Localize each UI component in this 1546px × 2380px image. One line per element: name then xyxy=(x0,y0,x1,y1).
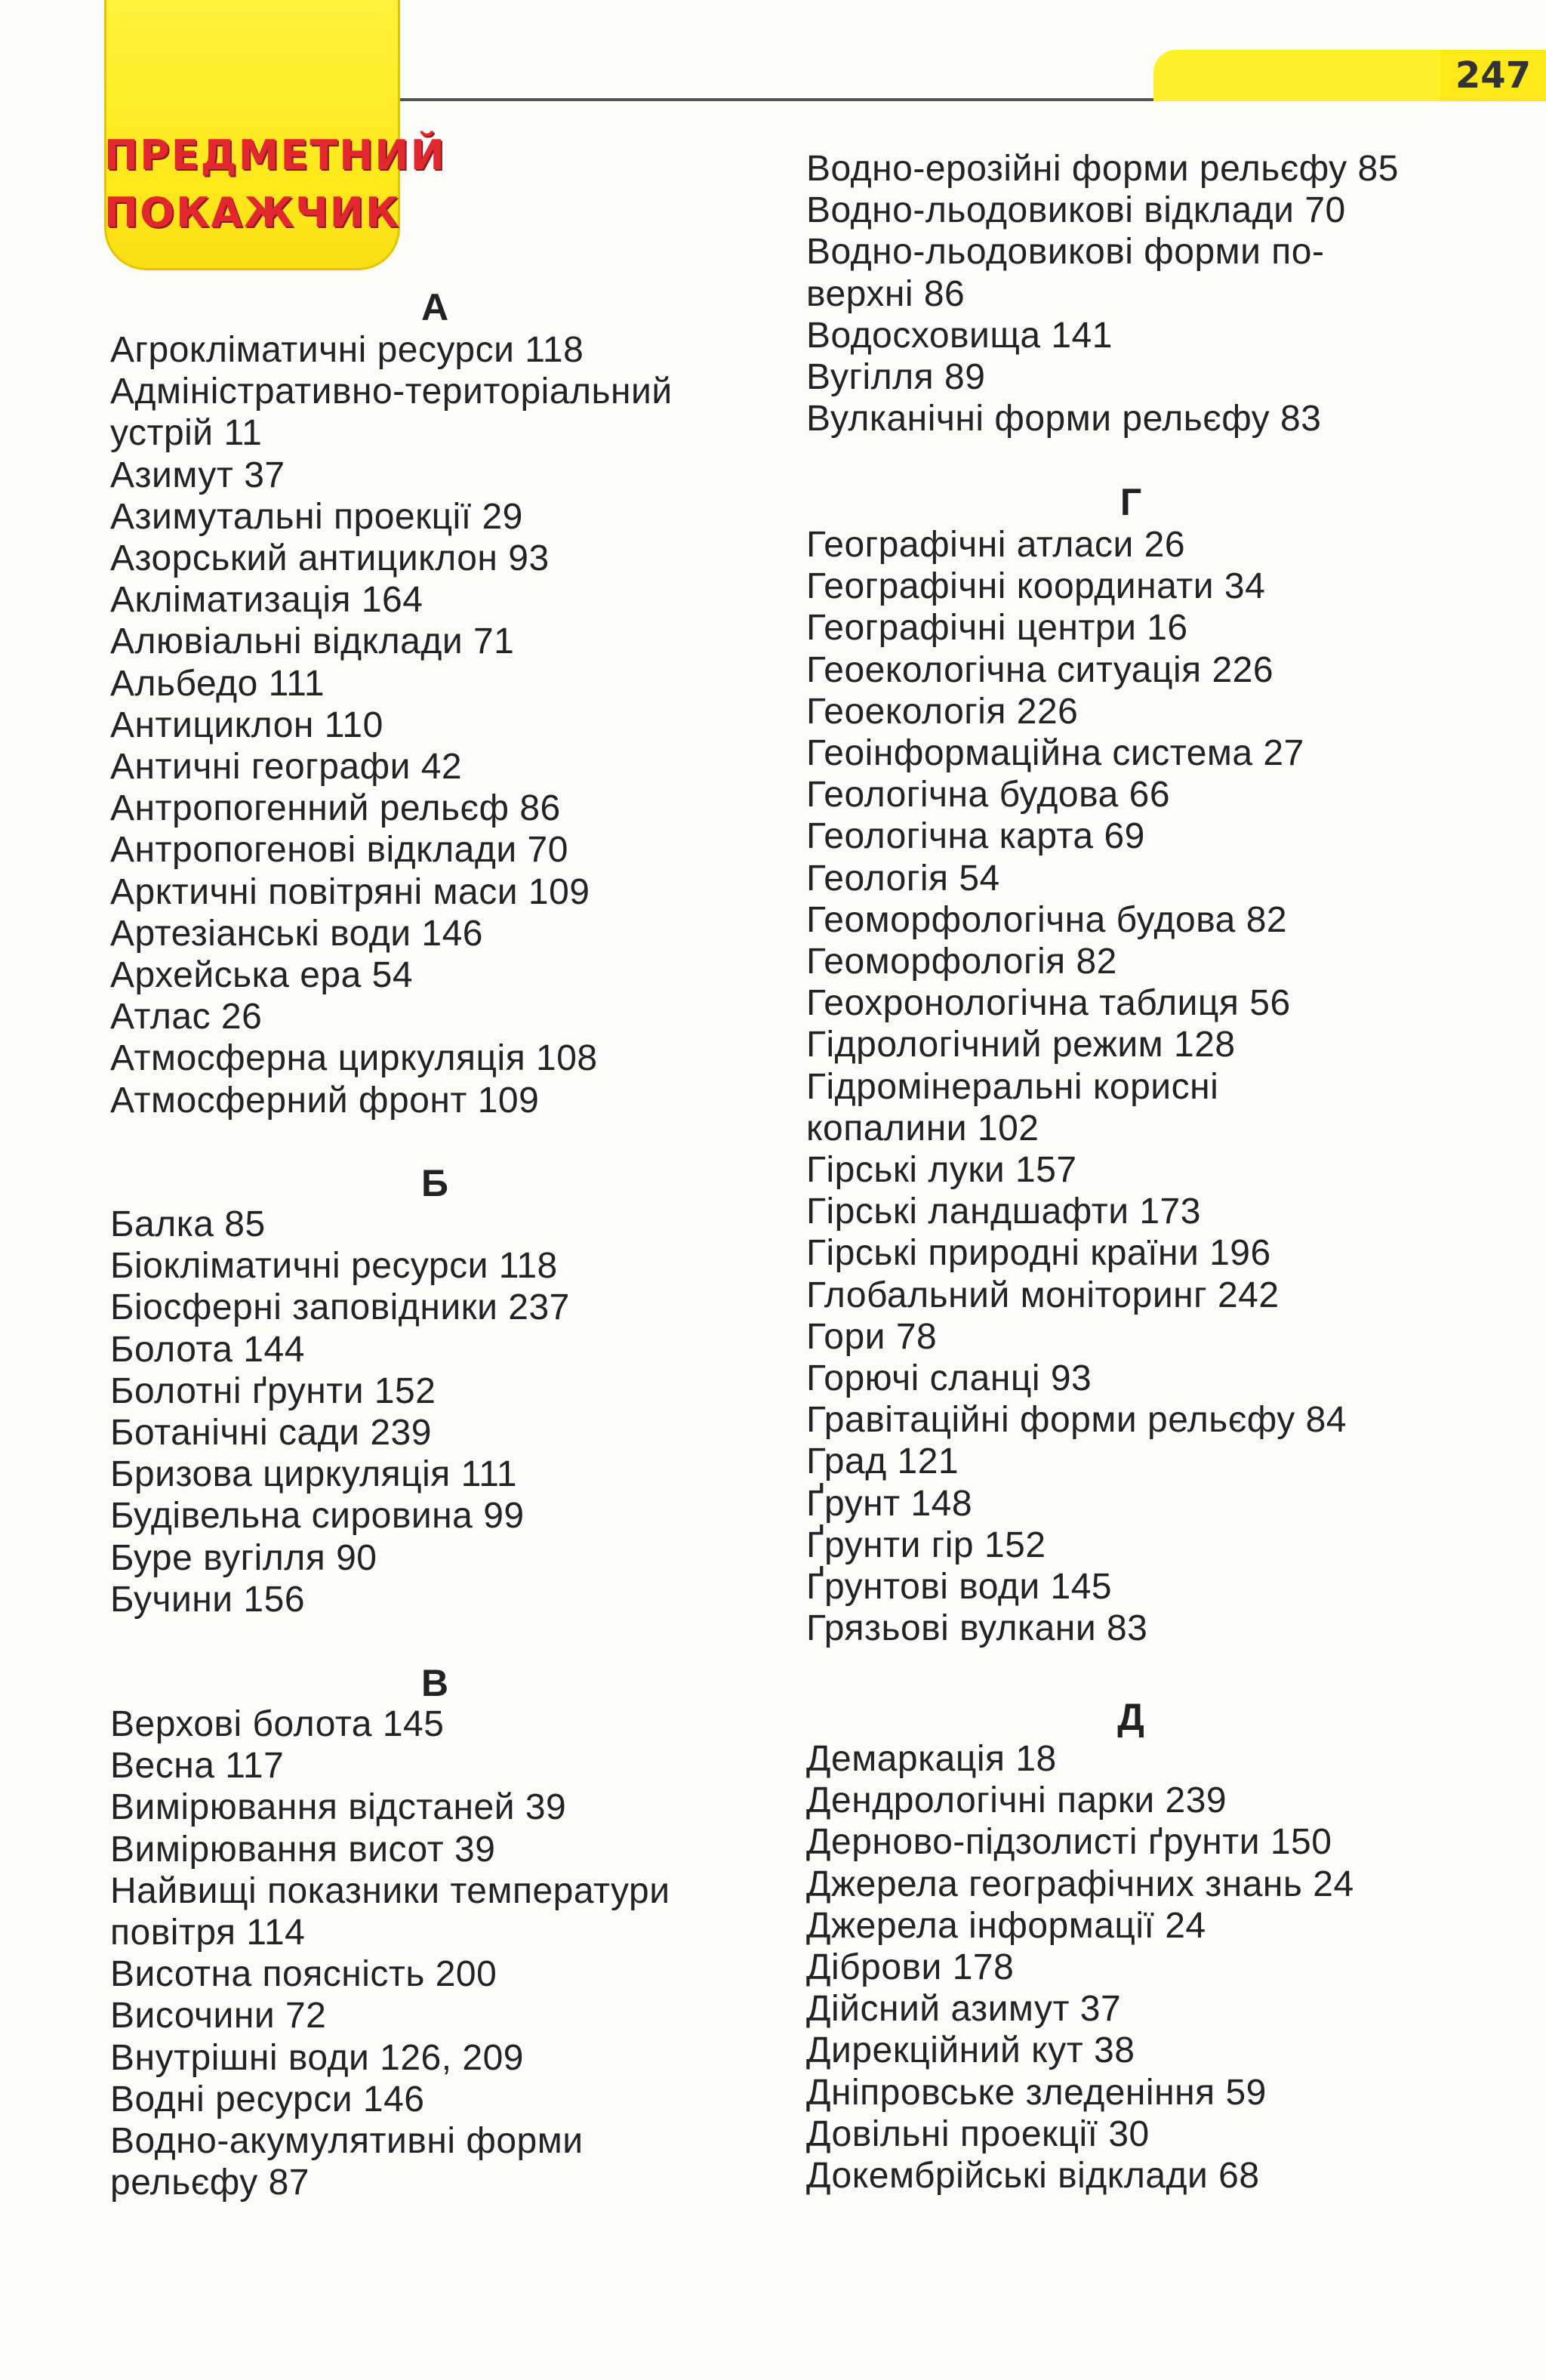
index-entry: Геологія 54 xyxy=(806,858,1000,899)
index-entry: Гірські природні країни 196 xyxy=(806,1233,1271,1274)
index-entry: Антропогенний рельєф 86 xyxy=(110,788,561,829)
index-entry: Дирекційний кут 38 xyxy=(806,2030,1135,2071)
index-entry: Біокліматичні ресурси 118 xyxy=(110,1246,558,1287)
index-entry: Ботанічні сади 239 xyxy=(110,1413,432,1453)
index-entry: Географічні атласи 26 xyxy=(806,525,1186,565)
index-entry: Глобальний моніторинг 242 xyxy=(806,1275,1280,1315)
index-entry: Водно-акумулятивні форми xyxy=(110,2121,584,2161)
index-entry: Водно-ерозійні форми рельєфу 85 xyxy=(806,149,1399,189)
index-title-line2: ПОКАЖЧИК xyxy=(104,189,401,236)
index-entry: Буре вугілля 90 xyxy=(110,1537,377,1578)
index-entry: Гірські ландшафти 173 xyxy=(806,1192,1201,1232)
index-entry: Гідрологічний режим 128 xyxy=(806,1025,1236,1065)
index-entry: Бризова циркуляція 111 xyxy=(110,1454,518,1495)
index-entry: Альбедо 111 xyxy=(110,663,325,704)
index-entry: Атмосферний фронт 109 xyxy=(110,1080,540,1121)
index-entry: Антропогенові відклади 70 xyxy=(110,830,568,871)
index-entry: Болота 144 xyxy=(110,1329,305,1370)
index-entry: Геохронологічна таблиця 56 xyxy=(806,983,1291,1024)
index-entry: Античні географи 42 xyxy=(110,747,463,787)
section-letter-v: В xyxy=(420,1662,449,1704)
index-entry: Докембрійські відклади 68 xyxy=(806,2156,1260,2196)
index-entry: рельєфу 87 xyxy=(110,2163,310,2203)
index-entry: Акліматизація 164 xyxy=(110,580,423,621)
index-entry: Водно-льодовикові відклади 70 xyxy=(806,190,1346,231)
index-title-line1: ПРЕДМЕТНИЙ xyxy=(104,131,446,179)
index-entry: Адміністративно-територіальний xyxy=(110,371,673,412)
index-entry: Ґрунтові води 145 xyxy=(806,1567,1113,1607)
index-entry: Діброви 178 xyxy=(806,1947,1015,1987)
index-entry: Антициклон 110 xyxy=(110,704,383,745)
index-entry: Ґрунти гір 152 xyxy=(806,1524,1046,1565)
index-entry: Азимут 37 xyxy=(110,455,285,495)
index-entry: Дніпровське зледеніння 59 xyxy=(806,2072,1267,2113)
page-number: 247 xyxy=(1440,50,1546,101)
index-entry: верхні 86 xyxy=(806,273,965,314)
index-entry: Водосховища 141 xyxy=(806,315,1113,356)
index-entry: Водні ресурси 146 xyxy=(110,2079,425,2119)
index-entry: Внутрішні води 126, 209 xyxy=(110,2037,524,2078)
index-entry: Геоморфологія 82 xyxy=(806,942,1117,982)
index-entry: Весна 117 xyxy=(110,1746,285,1787)
index-entry: Вугілля 89 xyxy=(806,357,986,397)
index-entry: Геологічна карта 69 xyxy=(806,816,1145,857)
index-entry: Географічні координати 34 xyxy=(806,566,1266,607)
index-title xyxy=(104,127,446,242)
index-entry: Вимірювання висот 39 xyxy=(110,1829,496,1870)
index-entry: Вулканічні форми рельєфу 83 xyxy=(806,399,1322,439)
index-entry: копалини 102 xyxy=(806,1108,1039,1148)
index-entry: Агрокліматичні ресурси 118 xyxy=(110,330,584,370)
index-entry: Гідромінеральні корисні xyxy=(806,1066,1219,1107)
index-entry: Азорський антициклон 93 xyxy=(110,538,550,578)
index-entry: Джерела географічних знань 24 xyxy=(806,1864,1354,1904)
index-entry: Геоморфологічна будова 82 xyxy=(806,899,1288,940)
index-entry: устрій 11 xyxy=(110,413,263,454)
index-entry: Алювіальні відклади 71 xyxy=(110,621,515,662)
index-entry: Геоінформаційна система 27 xyxy=(806,733,1304,773)
index-entry: Височини 72 xyxy=(110,1996,327,2036)
index-entry: Висотна поясність 200 xyxy=(110,1954,497,1995)
index-entry: Верхові болота 145 xyxy=(110,1704,445,1744)
index-entry: Дендрологічні парки 239 xyxy=(806,1780,1227,1821)
index-entry: Балка 85 xyxy=(110,1204,266,1244)
index-entry: Дійсний азимут 37 xyxy=(806,1989,1122,2030)
index-entry: Артезіанські води 146 xyxy=(110,913,483,954)
index-entry: Вимірювання відстаней 39 xyxy=(110,1787,567,1828)
index-entry: Біосферні заповідники 237 xyxy=(110,1287,570,1328)
index-entry: Азимутальні проекції 29 xyxy=(110,496,523,537)
section-letter-b: Б xyxy=(421,1162,448,1204)
index-entry: Довільні проекції 30 xyxy=(806,2113,1150,2154)
index-entry: Гірські луки 157 xyxy=(806,1150,1077,1190)
section-letter-g: Г xyxy=(1119,481,1142,523)
section-letter-d: Д xyxy=(1117,1696,1144,1738)
index-entry: Гори 78 xyxy=(806,1316,938,1357)
index-entry: Болотні ґрунти 152 xyxy=(110,1370,436,1411)
index-entry: Демаркація 18 xyxy=(806,1739,1057,1779)
index-entry: Архейська ера 54 xyxy=(110,955,414,995)
index-entry: Атлас 26 xyxy=(110,997,263,1037)
index-entry: Географічні центри 16 xyxy=(806,608,1188,649)
index-entry: Геоекологія 226 xyxy=(806,691,1079,732)
index-entry: Дерново-підзолисті ґрунти 150 xyxy=(806,1822,1332,1863)
index-entry: Гравітаційні форми рельєфу 84 xyxy=(806,1400,1347,1441)
index-entry: Джерела інформації 24 xyxy=(806,1905,1206,1946)
section-letter-a: А xyxy=(420,286,449,328)
index-entry: Горючі сланці 93 xyxy=(806,1358,1092,1398)
index-entry: Будівельна сировина 99 xyxy=(110,1496,525,1537)
index-entry: Геологічна будова 66 xyxy=(806,775,1171,815)
index-entry: Арктичні повітряні маси 109 xyxy=(110,871,590,912)
index-entry: Град 121 xyxy=(806,1441,959,1482)
index-entry: Бучини 156 xyxy=(110,1579,306,1620)
index-entry: повітря 114 xyxy=(110,1913,306,1953)
index-entry: Геоекологічна ситуація 226 xyxy=(806,649,1274,690)
index-entry: Водно-льодовикові форми по- xyxy=(806,232,1325,273)
page-number-tab xyxy=(1153,50,1546,101)
index-entry: Найвищі показники температури xyxy=(110,1870,670,1911)
index-entry: Атмосферна циркуляція 108 xyxy=(110,1038,598,1079)
index-entry: Грязьові вулкани 83 xyxy=(806,1608,1148,1649)
index-entry: Ґрунт 148 xyxy=(806,1483,973,1524)
